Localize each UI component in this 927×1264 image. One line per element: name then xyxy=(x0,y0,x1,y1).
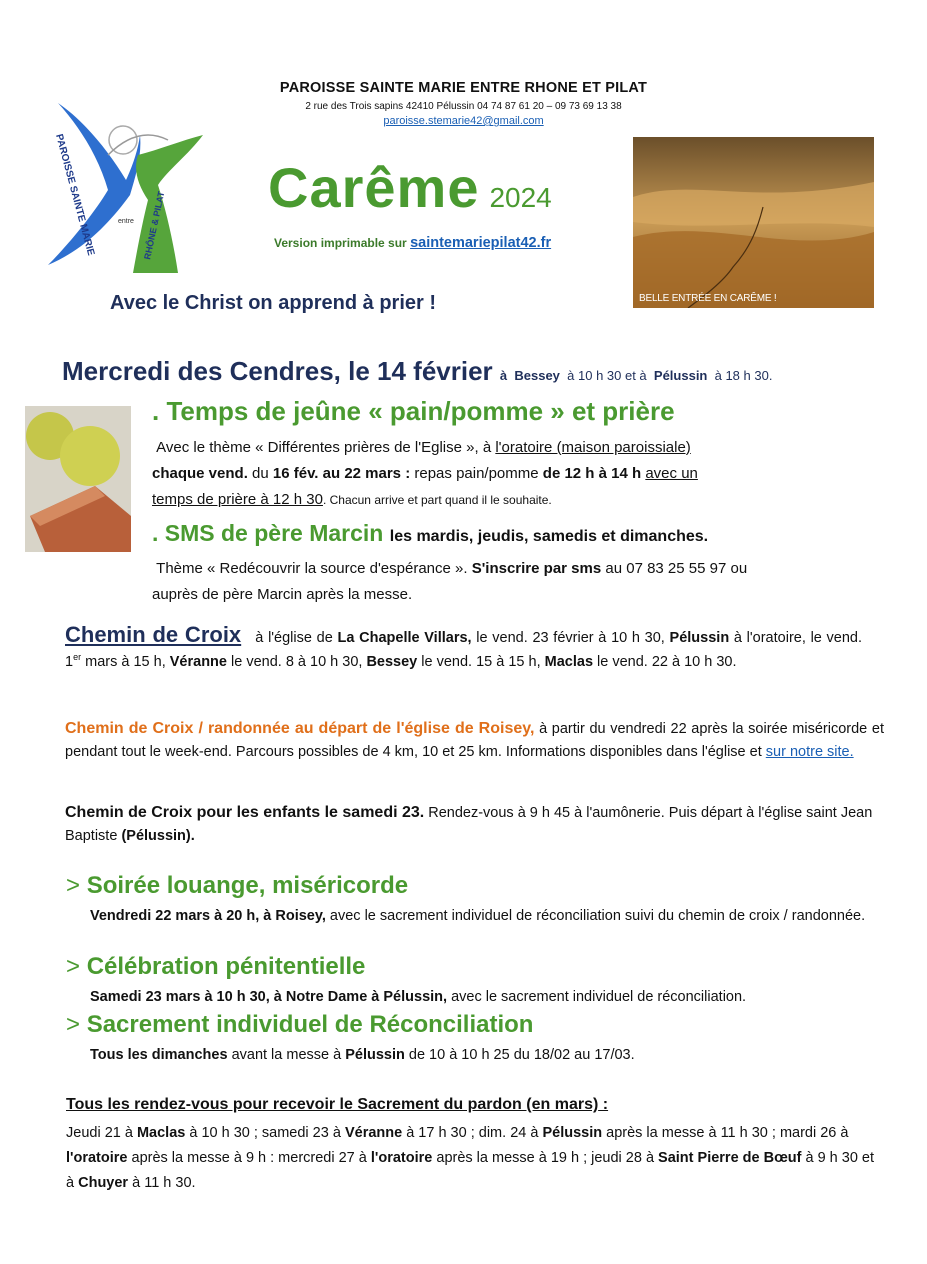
sms-title: . SMS de père Marcin xyxy=(152,520,384,546)
event-louange-title-line xyxy=(66,872,408,900)
kids-section xyxy=(65,801,875,848)
print-version-link[interactable]: saintemariepilat42.fr xyxy=(410,235,552,251)
event-penitentielle-text: avec le sacrement individuel de réconciliation. xyxy=(451,989,747,1005)
pardon-s2: à 10 h 30 ; samedi 23 à xyxy=(189,1125,341,1141)
croix-d: Pélussin xyxy=(669,630,730,646)
croix-b: La Chapelle Villars, xyxy=(337,630,472,646)
sms-l1c: au 07 83 25 55 97 ou xyxy=(605,560,748,577)
page-title xyxy=(268,155,628,220)
croix-e: à l'oratoire, le vend. 1 xyxy=(65,630,863,670)
ash-wednesday-p3: à 18 h 30. xyxy=(714,368,773,383)
event-reconciliation-bold: Tous les dimanches xyxy=(90,1047,228,1063)
event-reconciliation-text: avant la messe à xyxy=(231,1047,342,1063)
sms-body xyxy=(152,556,872,608)
ash-wednesday-p2: à 10 h 30 et à xyxy=(567,368,647,383)
croix-h: le vend. 8 à 10 h 30, xyxy=(231,654,363,670)
event-reconciliation-body xyxy=(90,1044,880,1067)
event-louange-text: avec le sacrement individuel de réconciliation suivi du chemin de croix / randonnée. xyxy=(329,908,866,924)
desert-image xyxy=(633,137,874,308)
pardon-p1: Maclas xyxy=(136,1125,186,1141)
fasting-l2b: du xyxy=(252,465,269,482)
logo-text-mid: entre xyxy=(118,218,134,225)
event-reconciliation-title: Sacrement individuel de Réconciliation xyxy=(86,1011,534,1038)
fasting-title: . Temps de jeûne « pain/pomme » et prière xyxy=(152,396,675,426)
desert-photo xyxy=(633,137,874,308)
croix-a: à l'église de xyxy=(255,630,333,646)
croix-c: le vend. 23 février à 10 h 30, xyxy=(476,630,665,646)
event-arrow: > xyxy=(66,1011,81,1038)
title-main: Carême xyxy=(268,156,480,219)
sms-l1a: Thème « Redécouvrir la source d'espérance ». xyxy=(156,560,468,577)
fasting-l3a: temps de prière à 12 h 30 xyxy=(152,491,323,508)
pardon-title-line xyxy=(66,1096,608,1114)
pardon-p6: Saint Pierre de Bœuf xyxy=(658,1150,802,1166)
pardon-s5: après la messe à 9 h : mercredi 27 à xyxy=(131,1150,367,1166)
croix-l: le vend. 22 à 10 h 30. xyxy=(597,654,737,670)
sms-title-rest: les mardis, jeudis, samedis et dimanches. xyxy=(389,528,709,545)
pardon-p4: l'oratoire xyxy=(66,1150,128,1166)
fasting-l2a: chaque vend. xyxy=(152,465,248,482)
sms-l1b: S'inscrire par sms xyxy=(471,560,602,577)
email-link-text[interactable]: paroisse.stemarie42@gmail.com xyxy=(383,115,544,127)
logo-blue-figure xyxy=(48,103,140,265)
rando-title: Chemin de Croix / randonnée au départ de l'église de Roisey, xyxy=(65,720,535,737)
pardon-p3: Pélussin xyxy=(542,1125,603,1141)
croix-k: Maclas xyxy=(544,654,594,670)
kids-text: Rendez-vous à 9 h 45 à l'aumônerie. Puis départ à l'église saint Jean Baptiste xyxy=(65,805,873,844)
fasting-l2e: de 12 h à 14 h xyxy=(542,465,642,482)
fasting-l2d: repas pain/pomme xyxy=(414,465,539,482)
pardon-p7: Chuyer xyxy=(78,1175,129,1191)
fasting-l1b: l'oratoire (maison paroissiale) xyxy=(495,439,691,456)
rando-text: à partir du vendredi 22 après la soirée miséricorde et pendant tout le week-end. Parcours possibles de 4 km, 10 et 25 km. Informations disponibles dans l'église et xyxy=(65,721,884,760)
tagline: Avec le Christ on apprend à prier ! xyxy=(110,292,437,314)
event-penitentielle-bold: Samedi 23 mars à 10 h 30, à Notre Dame à Pélussin, xyxy=(90,989,448,1005)
pardon-s7: à 9 h 30 et à xyxy=(66,1150,875,1191)
sms-l2: auprès de père Marcin après la messe. xyxy=(152,586,413,603)
rando-site-link[interactable]: sur notre site. xyxy=(765,744,854,760)
parish-address: 2 rue des Trois sapins 42410 Pélussin 04 74 87 61 20 – 09 73 69 13 38 xyxy=(305,101,622,112)
kids-title: Chemin de Croix pour les enfants le samedi 23. xyxy=(65,804,425,821)
pardon-s8: à 11 h 30. xyxy=(132,1175,196,1191)
event-penitentielle-title: Célébration pénitentielle xyxy=(86,953,366,980)
fasting-l2f: avec un xyxy=(645,465,698,482)
ash-wednesday-place1: Bessey xyxy=(514,368,560,383)
event-arrow: > xyxy=(66,953,81,980)
pardon-title: Tous les rendez-vous pour recevoir le Sacrement du pardon (en mars) xyxy=(66,1096,599,1113)
croix-j: le vend. 15 à 15 h, xyxy=(421,654,541,670)
croix-f: mars à 15 h, xyxy=(85,654,166,670)
ash-wednesday-place2: Pélussin xyxy=(653,368,708,383)
fasting-body xyxy=(152,435,872,513)
croix-i: Bessey xyxy=(366,654,418,670)
rando-section xyxy=(65,717,884,764)
pardon-p2: Véranne xyxy=(344,1125,403,1141)
event-reconciliation-text2: de 10 à 10 h 25 du 18/02 au 17/03. xyxy=(408,1047,635,1063)
title-year: 2024 xyxy=(489,182,552,213)
ash-wednesday-title: Mercredi des Cendres, le 14 février xyxy=(62,356,493,386)
fasting-l2c: 16 fév. au 22 mars : xyxy=(272,465,411,482)
kids-place: (Pélussin). xyxy=(121,828,195,844)
pardon-s6: après la messe à 19 h ; jeudi 28 à xyxy=(436,1150,655,1166)
photo-caption: BELLE ENTRÉE EN CARÊME ! xyxy=(639,293,777,304)
pardon-p5: l'oratoire xyxy=(370,1150,433,1166)
print-version-prefix: Version imprimable sur xyxy=(274,236,407,250)
print-version-note xyxy=(274,235,551,251)
event-penitentielle-body xyxy=(90,986,880,1009)
parish-name: PAROISSE SAINTE MARIE ENTRE RHONE ET PILAT xyxy=(279,80,648,96)
ash-wednesday-p1: à xyxy=(499,368,508,383)
pardon-schedule xyxy=(66,1121,886,1196)
croix-sup: er xyxy=(73,652,82,663)
apples-bread-photo xyxy=(25,406,131,552)
pardon-colon: : xyxy=(598,1096,609,1113)
event-louange-bold: Vendredi 22 mars à 20 h, à Roisey, xyxy=(90,908,326,924)
event-arrow: > xyxy=(66,872,81,899)
pardon-s1: Jeudi 21 à xyxy=(66,1125,133,1141)
event-reconciliation-place: Pélussin xyxy=(345,1047,405,1063)
sms-title-line xyxy=(152,520,708,547)
pardon-s4: après la messe à 11 h 30 ; mardi 26 à xyxy=(606,1125,849,1141)
fasting-l3b: . Chacun arrive et part quand il le souhaite. xyxy=(322,493,552,507)
event-penitentielle-title-line xyxy=(66,953,365,981)
logo-text-left: PAROISSE SAINTE MARIE xyxy=(53,132,97,257)
chemin-de-croix-section xyxy=(65,623,862,674)
fasting-l1a: Avec le thème « Différentes prières de l'Eglise », à xyxy=(156,439,492,456)
ash-wednesday-line xyxy=(62,356,772,387)
parish-logo xyxy=(38,95,223,275)
croix-g: Véranne xyxy=(169,654,227,670)
logo-text-right: RHÔNE & PILAT xyxy=(142,190,167,261)
event-louange-body xyxy=(90,905,880,928)
event-reconciliation-title-line xyxy=(66,1011,533,1039)
chemin-de-croix-title: Chemin de Croix xyxy=(65,622,242,647)
event-louange-title: Soirée louange, miséricorde xyxy=(86,872,409,899)
pardon-s3: à 17 h 30 ; dim. 24 à xyxy=(406,1125,539,1141)
